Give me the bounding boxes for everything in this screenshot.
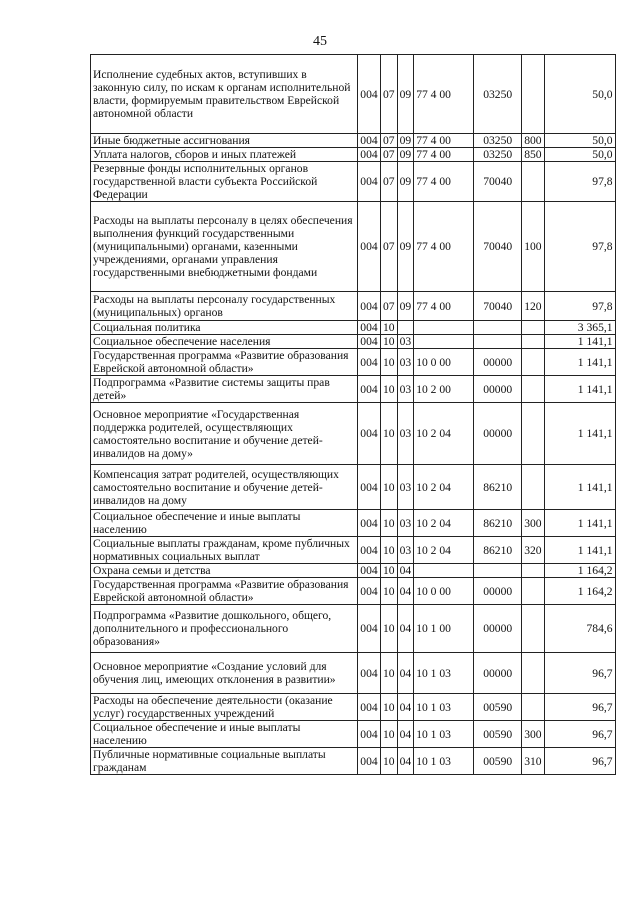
row-name: Социальное обеспечение и иные выплаты населению [91, 510, 358, 537]
table-row [91, 694, 616, 721]
target-article-suffix [474, 564, 522, 578]
amount: 97,8 [544, 202, 615, 292]
target-article-code: 10 2 04 [414, 403, 474, 465]
target-article-code: 10 2 00 [414, 376, 474, 403]
grbs-code: 004 [358, 653, 381, 694]
row-name: Социальное обеспечение и иные выплаты населению [91, 721, 358, 748]
row-name: Компенсация затрат родителей, осуществляющих самостоятельно воспитание и обучение детей-инвалидов на дому [91, 465, 358, 510]
target-article-code: 10 1 03 [414, 748, 474, 775]
section-code: 10 [381, 578, 398, 605]
expense-type-code [522, 564, 544, 578]
page-number: 45 [313, 34, 327, 49]
amount: 50,0 [544, 148, 615, 162]
expense-type-code [522, 465, 544, 510]
grbs-code: 004 [358, 721, 381, 748]
subsection-code: 09 [397, 292, 414, 321]
target-article-suffix: 00000 [474, 349, 522, 376]
amount: 1 141,1 [544, 335, 615, 349]
amount: 1 141,1 [544, 376, 615, 403]
row-name: Охрана семьи и детства [91, 564, 358, 578]
table-row [91, 376, 616, 403]
section-code: 07 [381, 162, 398, 202]
target-article-suffix: 00000 [474, 605, 522, 653]
subsection-code: 03 [397, 403, 414, 465]
subsection-code: 09 [397, 55, 414, 134]
grbs-code: 004 [358, 321, 381, 335]
subsection-code: 03 [397, 537, 414, 564]
expense-type-code [522, 653, 544, 694]
grbs-code: 004 [358, 564, 381, 578]
expense-type-code [522, 403, 544, 465]
target-article-code: 77 4 00 [414, 292, 474, 321]
grbs-code: 004 [358, 748, 381, 775]
grbs-code: 004 [358, 335, 381, 349]
grbs-code: 004 [358, 537, 381, 564]
target-article-code: 10 0 00 [414, 349, 474, 376]
row-name: Уплата налогов, сборов и иных платежей [91, 148, 358, 162]
section-code: 10 [381, 748, 398, 775]
section-code: 10 [381, 376, 398, 403]
table-row [91, 564, 616, 578]
expense-type-code [522, 694, 544, 721]
table-row [91, 321, 616, 335]
section-code: 07 [381, 292, 398, 321]
row-name: Исполнение судебных актов, вступивших в законную силу, по искам к органам исполнительной власти, формируемым правительством Еврейской автономной области [91, 55, 358, 134]
expense-type-code [522, 55, 544, 134]
table-row [91, 403, 616, 465]
table-row [91, 605, 616, 653]
table-row [91, 162, 616, 202]
amount: 96,7 [544, 653, 615, 694]
section-code: 10 [381, 321, 398, 335]
subsection-code: 09 [397, 202, 414, 292]
grbs-code: 004 [358, 202, 381, 292]
amount: 1 141,1 [544, 537, 615, 564]
target-article-suffix: 00000 [474, 653, 522, 694]
expense-type-code [522, 349, 544, 376]
expense-type-code [522, 605, 544, 653]
grbs-code: 004 [358, 605, 381, 653]
expense-type-code: 320 [522, 537, 544, 564]
target-article-suffix: 86210 [474, 465, 522, 510]
grbs-code: 004 [358, 403, 381, 465]
section-code: 07 [381, 134, 398, 148]
subsection-code: 03 [397, 465, 414, 510]
expense-type-code [522, 578, 544, 605]
row-name: Иные бюджетные ассигнования [91, 134, 358, 148]
amount: 97,8 [544, 162, 615, 202]
row-name: Подпрограмма «Развитие системы защиты прав детей» [91, 376, 358, 403]
subsection-code: 09 [397, 162, 414, 202]
section-code: 10 [381, 694, 398, 721]
target-article-suffix [474, 321, 522, 335]
subsection-code: 04 [397, 578, 414, 605]
expense-type-code: 300 [522, 510, 544, 537]
subsection-code: 04 [397, 653, 414, 694]
section-code: 10 [381, 510, 398, 537]
amount: 96,7 [544, 721, 615, 748]
grbs-code: 004 [358, 134, 381, 148]
target-article-code: 10 2 04 [414, 510, 474, 537]
section-code: 10 [381, 605, 398, 653]
target-article-suffix: 00000 [474, 376, 522, 403]
grbs-code: 004 [358, 349, 381, 376]
table-row [91, 465, 616, 510]
row-name: Расходы на выплаты персоналу государственных (муниципальных) органов [91, 292, 358, 321]
subsection-code: 03 [397, 349, 414, 376]
subsection-code: 03 [397, 510, 414, 537]
subsection-code: 03 [397, 376, 414, 403]
section-code: 10 [381, 653, 398, 694]
row-name: Расходы на обеспечение деятельности (оказание услуг) государственных учреждений [91, 694, 358, 721]
grbs-code: 004 [358, 694, 381, 721]
target-article-code: 10 2 04 [414, 465, 474, 510]
row-name: Государственная программа «Развитие образования Еврейской автономной области» [91, 578, 358, 605]
amount: 1 141,1 [544, 349, 615, 376]
subsection-code: 03 [397, 335, 414, 349]
row-name: Резервные фонды исполнительных органов государственной власти субъекта Российской Федерации [91, 162, 358, 202]
grbs-code: 004 [358, 292, 381, 321]
table-row [91, 202, 616, 292]
subsection-code: 04 [397, 748, 414, 775]
subsection-code: 09 [397, 134, 414, 148]
subsection-code: 04 [397, 605, 414, 653]
amount: 96,7 [544, 694, 615, 721]
table-row [91, 537, 616, 564]
expense-type-code [522, 162, 544, 202]
grbs-code: 004 [358, 578, 381, 605]
target-article-code: 10 1 00 [414, 605, 474, 653]
grbs-code: 004 [358, 162, 381, 202]
target-article-code: 77 4 00 [414, 134, 474, 148]
expense-type-code: 850 [522, 148, 544, 162]
target-article-code: 10 1 03 [414, 694, 474, 721]
subsection-code: 09 [397, 148, 414, 162]
target-article-suffix: 70040 [474, 162, 522, 202]
target-article-suffix: 03250 [474, 148, 522, 162]
subsection-code: 04 [397, 564, 414, 578]
grbs-code: 004 [358, 376, 381, 403]
target-article-code: 10 2 04 [414, 537, 474, 564]
grbs-code: 004 [358, 510, 381, 537]
table-row [91, 721, 616, 748]
row-name: Расходы на выплаты персоналу в целях обеспечения выполнения функций государственными (муниципальными) органами, казенными учреждениями, органами управления государственными внебюджетными фондами [91, 202, 358, 292]
table-row [91, 653, 616, 694]
grbs-code: 004 [358, 148, 381, 162]
row-name: Основное мероприятие «Создание условий для обучения лиц, имеющих отклонения в развитии» [91, 653, 358, 694]
target-article-suffix: 00000 [474, 578, 522, 605]
table-row [91, 134, 616, 148]
row-name: Подпрограмма «Развитие дошкольного, общего, дополнительного и профессионального образования» [91, 605, 358, 653]
table-row [91, 335, 616, 349]
table-row [91, 748, 616, 775]
target-article-code [414, 321, 474, 335]
table-row [91, 510, 616, 537]
row-name: Основное мероприятие «Государственная поддержка родителей, осуществляющих самостоятельно воспитание и обучение детей-инвалидов на дому» [91, 403, 358, 465]
section-code: 10 [381, 335, 398, 349]
section-code: 10 [381, 721, 398, 748]
section-code: 07 [381, 202, 398, 292]
row-name: Социальные выплаты гражданам, кроме публичных нормативных социальных выплат [91, 537, 358, 564]
target-article-suffix: 03250 [474, 55, 522, 134]
table-row [91, 578, 616, 605]
section-code: 10 [381, 564, 398, 578]
grbs-code: 004 [358, 55, 381, 134]
amount: 50,0 [544, 134, 615, 148]
target-article-code: 10 0 00 [414, 578, 474, 605]
table-row [91, 55, 616, 134]
section-code: 10 [381, 349, 398, 376]
amount: 1 141,1 [544, 465, 615, 510]
target-article-suffix: 70040 [474, 202, 522, 292]
target-article-code: 10 1 03 [414, 721, 474, 748]
grbs-code: 004 [358, 465, 381, 510]
target-article-code: 10 1 03 [414, 653, 474, 694]
amount: 1 164,2 [544, 578, 615, 605]
target-article-code: 77 4 00 [414, 55, 474, 134]
target-article-suffix: 86210 [474, 537, 522, 564]
section-code: 10 [381, 537, 398, 564]
row-name: Социальная политика [91, 321, 358, 335]
expense-type-code: 800 [522, 134, 544, 148]
section-code: 07 [381, 148, 398, 162]
amount: 1 141,1 [544, 403, 615, 465]
target-article-suffix: 86210 [474, 510, 522, 537]
table-row [91, 148, 616, 162]
amount: 1 164,2 [544, 564, 615, 578]
target-article-code [414, 564, 474, 578]
expense-type-code [522, 321, 544, 335]
target-article-code: 77 4 00 [414, 202, 474, 292]
subsection-code: 04 [397, 721, 414, 748]
amount: 97,8 [544, 292, 615, 321]
subsection-code [397, 321, 414, 335]
table-row [91, 292, 616, 321]
target-article-suffix [474, 335, 522, 349]
amount: 3 365,1 [544, 321, 615, 335]
target-article-code [414, 335, 474, 349]
expense-type-code [522, 376, 544, 403]
target-article-code: 77 4 00 [414, 162, 474, 202]
budget-table [90, 54, 616, 775]
row-name: Государственная программа «Развитие образования Еврейской автономной области» [91, 349, 358, 376]
expense-type-code: 100 [522, 202, 544, 292]
target-article-code: 77 4 00 [414, 148, 474, 162]
expense-type-code: 300 [522, 721, 544, 748]
amount: 50,0 [544, 55, 615, 134]
table-row [91, 349, 616, 376]
target-article-suffix: 00590 [474, 748, 522, 775]
row-name: Публичные нормативные социальные выплаты гражданам [91, 748, 358, 775]
expense-type-code: 120 [522, 292, 544, 321]
target-article-suffix: 00590 [474, 694, 522, 721]
target-article-suffix: 00000 [474, 403, 522, 465]
target-article-suffix: 70040 [474, 292, 522, 321]
expense-type-code [522, 335, 544, 349]
section-code: 10 [381, 403, 398, 465]
section-code: 07 [381, 55, 398, 134]
amount: 784,6 [544, 605, 615, 653]
subsection-code: 04 [397, 694, 414, 721]
amount: 1 141,1 [544, 510, 615, 537]
target-article-suffix: 03250 [474, 134, 522, 148]
row-name: Социальное обеспечение населения [91, 335, 358, 349]
target-article-suffix: 00590 [474, 721, 522, 748]
section-code: 10 [381, 465, 398, 510]
expense-type-code: 310 [522, 748, 544, 775]
amount: 96,7 [544, 748, 615, 775]
